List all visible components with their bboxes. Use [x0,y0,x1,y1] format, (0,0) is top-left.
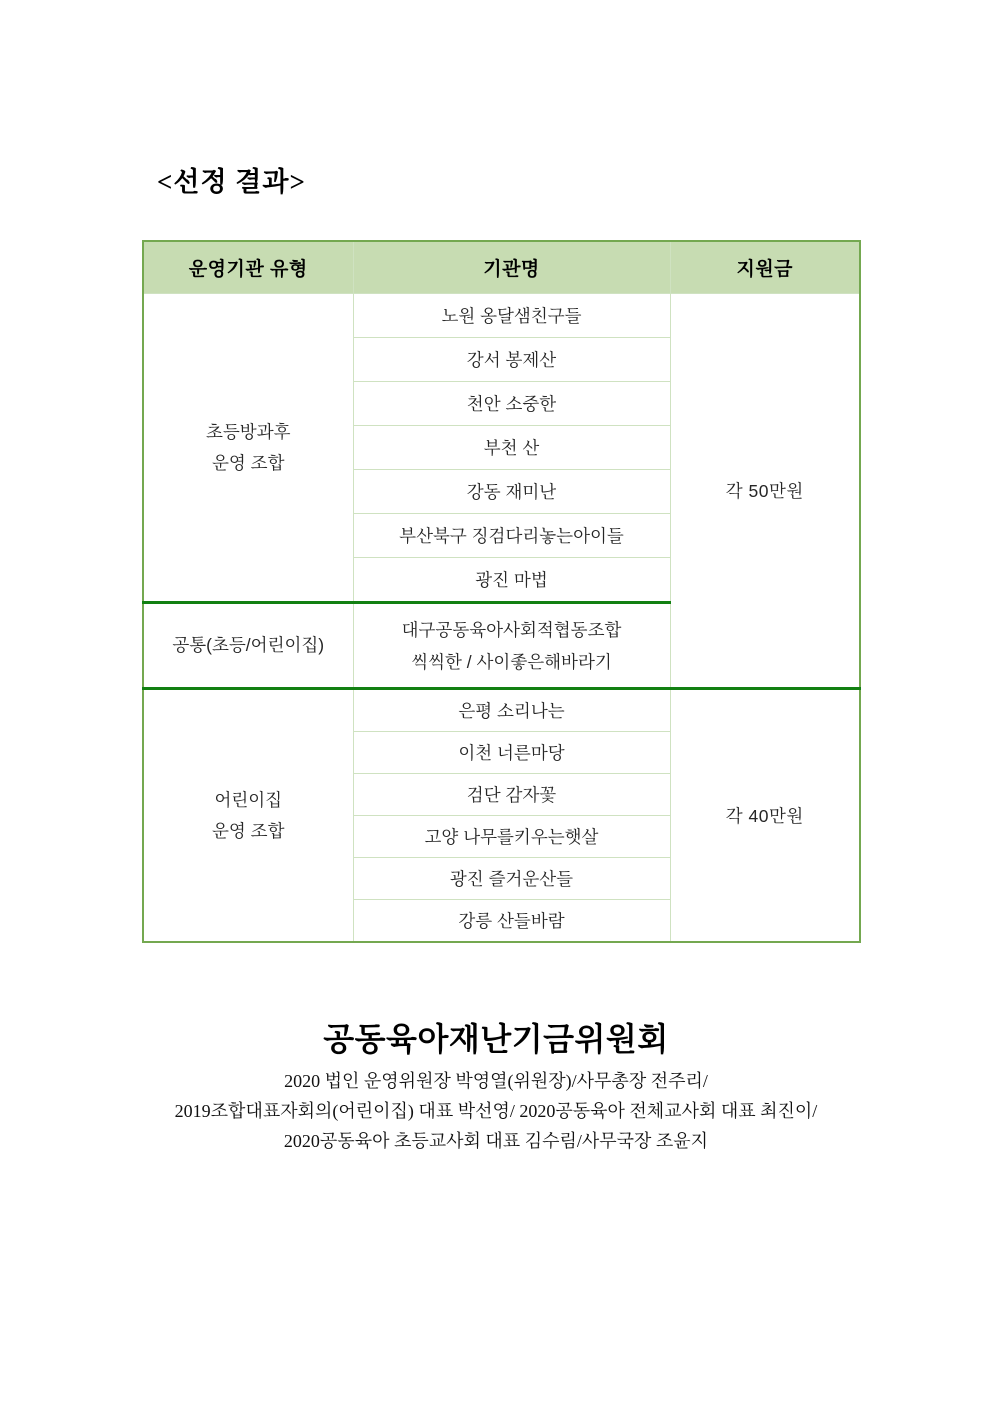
org-name-cell: 노원 옹달샘친구들 [353,294,670,338]
org-name-cell: 강동 재미난 [353,470,670,514]
org-name-cell: 부산북구 징검다리놓는아이들 [353,514,670,558]
committee-members-line: 2019조합대표자회의(어린이집) 대표 박선영/ 2020공동육아 전체교사회 대표 최진이/ [174,1101,818,1121]
column-header-institution-type: 운영기관 유형 [143,241,353,294]
org-name-cell: 고양 나무를키우는햇살 [353,816,670,858]
table-header-row [143,241,860,294]
fund-amount-cell: 각 40만원 [670,689,860,943]
table-row [143,689,860,732]
group-type-line: 공통(초등/어린이집) [172,635,325,655]
org-name-line: 대구공동육아사회적협동조합 [401,619,622,640]
group-type-cell-daycare [143,689,353,943]
org-name-cell: 검단 감자꽃 [353,774,670,816]
org-name-cell: 천안 소중한 [353,382,670,426]
committee-members-line: 2020 법인 운영위원장 박영열(위원장)/사무총장 전주리/ [284,1071,708,1091]
org-name-cell: 강릉 산들바람 [353,900,670,943]
org-name-cell: 광진 마법 [353,558,670,603]
org-name-cell: 은평 소리나는 [353,689,670,732]
org-name-cell: 이천 너른마당 [353,732,670,774]
group-type-line: 어린이집 [214,789,283,810]
group-type-cell-elementary [143,294,353,603]
section-title: <선정 결과> [157,167,306,197]
column-header-fund: 지원금 [670,241,860,294]
table-row [143,294,860,338]
org-name-cell: 부천 산 [353,426,670,470]
org-name-line: 씩씩한 / 사이좋은해바라기 [411,651,612,672]
committee-title: 공동육아재난기금위원회 [323,1021,669,1057]
results-table [142,240,861,943]
org-name-cell [353,603,670,689]
group-type-line: 초등방과후 [205,421,291,442]
committee-members-note [0,1066,992,1156]
org-name-cell: 광진 즐거운산들 [353,858,670,900]
fund-amount-cell: 각 50만원 [670,294,860,689]
committee-members-line: 2020공동육아 초등교사회 대표 김수림/사무국장 조윤지 [283,1131,709,1151]
group-type-cell-common [143,603,353,689]
org-name-cell: 강서 봉제산 [353,338,670,382]
column-header-institution-name: 기관명 [353,241,670,294]
group-type-line: 운영 조합 [212,452,285,473]
group-type-line: 운영 조합 [212,820,285,841]
